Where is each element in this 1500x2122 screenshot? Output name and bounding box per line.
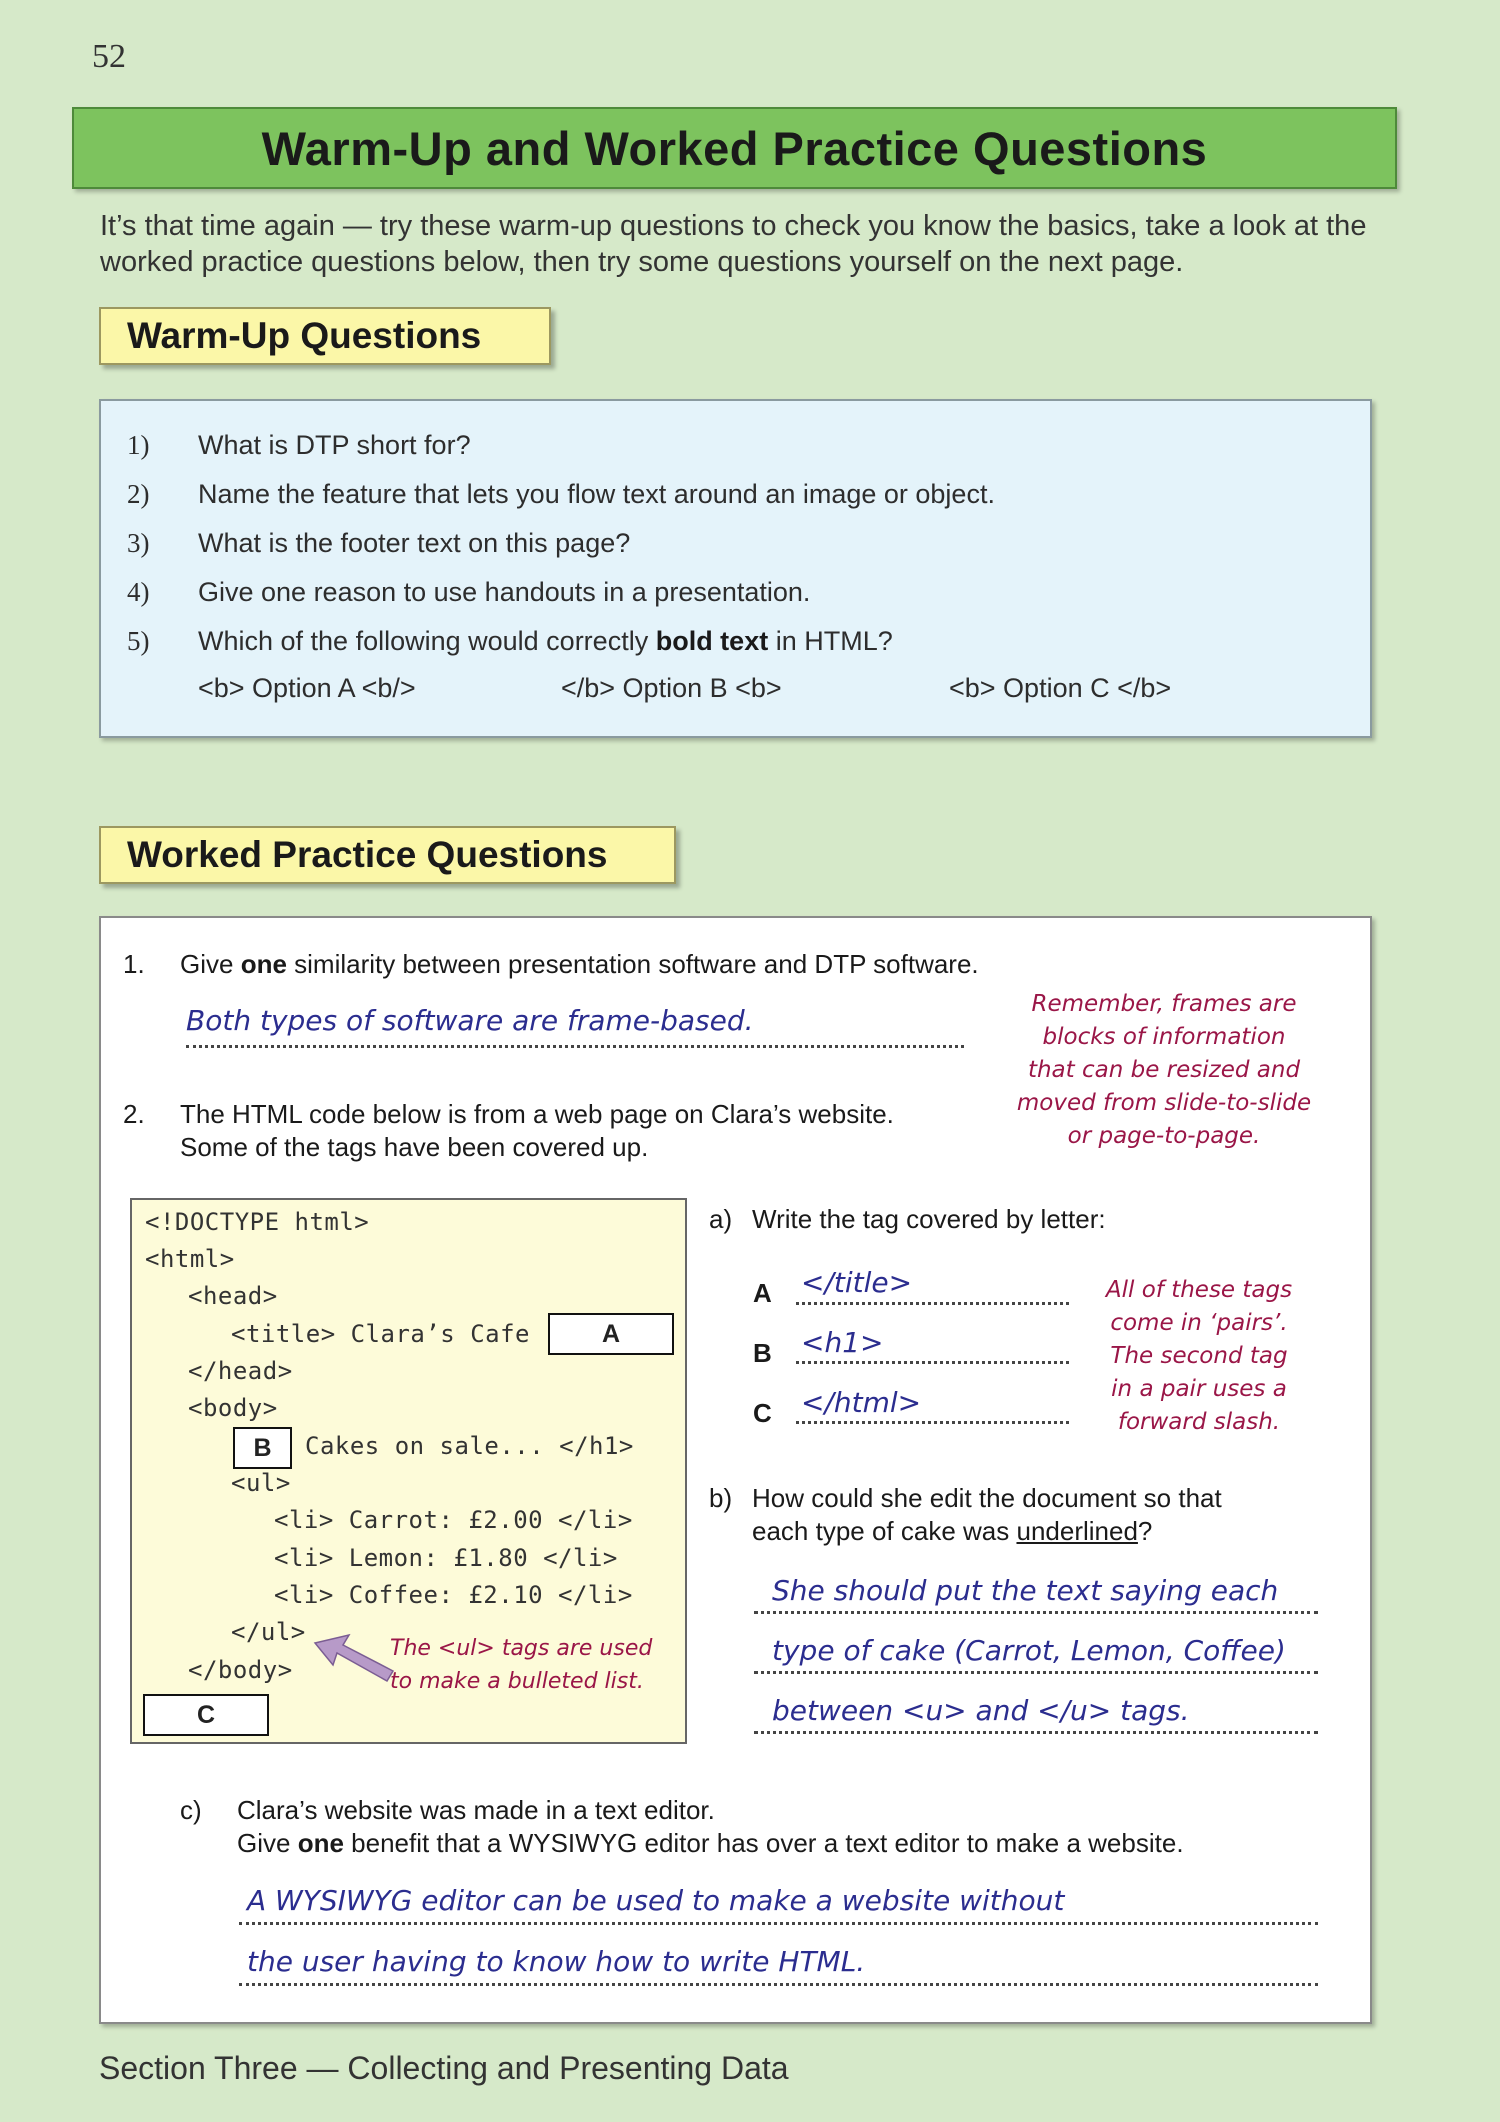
option-a: <b> Option A <b/> — [198, 673, 416, 703]
code-line: </head> — [188, 1357, 293, 1385]
question-text-part: ? — [1137, 1516, 1153, 1546]
section-footer: Section Three — Collecting and Presenting Data — [99, 2050, 789, 2086]
question-number: 4) — [127, 577, 150, 607]
answer-letter: A — [753, 1278, 772, 1308]
code-line: <li> Carrot: £2.00 </li> — [274, 1506, 633, 1534]
part-label: c) — [180, 1795, 202, 1825]
answer-line — [796, 1302, 1069, 1305]
answer-line — [186, 1045, 964, 1048]
answer-line — [754, 1671, 1318, 1674]
question-number: 3) — [127, 528, 150, 558]
code-line: </ul> — [231, 1618, 306, 1646]
q1-text-part: Give — [180, 949, 241, 979]
part-a-answer: </html> — [801, 1386, 922, 1419]
part-a-answer: <h1> — [801, 1326, 884, 1359]
part-label: a) — [709, 1204, 733, 1234]
part-label: b) — [709, 1483, 733, 1513]
worked-questions-box — [99, 916, 1372, 2024]
intro-text: It’s that time again — try these warm-up questions to check you know the basics, take a look at the worked practice questions below, then try some questions yourself on the next page. — [100, 210, 1367, 278]
code-line: Cakes on sale... </h1> — [305, 1432, 634, 1460]
q2-text-line1: The HTML code below is from a web page on Clara’s website. — [180, 1099, 894, 1129]
question-text: What is DTP short for? — [198, 430, 471, 460]
code-line: <ul> — [231, 1469, 291, 1497]
answer-letter: B — [753, 1338, 772, 1368]
question-number: 2. — [123, 1099, 145, 1129]
question-text: Give one reason to use handouts in a presentation. — [198, 577, 811, 607]
warmup-heading: Warm-Up Questions — [99, 307, 551, 365]
option-b: </b> Option B <b> — [561, 673, 782, 703]
note-line: to make a bulleted list. — [390, 1669, 644, 1694]
answer-line — [239, 1922, 1318, 1925]
worked-heading: Worked Practice Questions — [99, 826, 676, 884]
answer-line — [239, 1983, 1318, 1986]
part-b-question-line2 — [752, 1515, 1152, 1548]
code-line: <li> Lemon: £1.80 </li> — [274, 1544, 618, 1572]
part-a-question: Write the tag covered by letter: — [752, 1204, 1106, 1234]
question-text: Name the feature that lets you flow text around an image or object. — [198, 479, 995, 509]
note-line: blocks of information — [1042, 1024, 1286, 1050]
note-line: come in ‘pairs’. — [1110, 1310, 1288, 1336]
arrow-icon — [313, 1631, 395, 1685]
page-title: Warm-Up and Worked Practice Questions — [261, 121, 1208, 175]
code-line: <!DOCTYPE html> — [145, 1208, 370, 1236]
covered-tag-a: A — [548, 1313, 674, 1355]
q2-text-line2: Some of the tags have been covered up. — [180, 1132, 649, 1162]
note-line: moved from slide-to-slide — [1016, 1090, 1312, 1116]
part-c-question-line2 — [237, 1827, 1184, 1860]
covered-tag-b: B — [233, 1427, 292, 1469]
warmup-questions-box — [99, 399, 1372, 738]
q1-answer: Both types of software are frame-based. — [186, 1004, 754, 1037]
part-b-answer: She should put the text saying each — [772, 1574, 1279, 1607]
part-a-answer: </title> — [801, 1266, 913, 1299]
part-c-answer: A WYSIWYG editor can be used to make a website without — [247, 1884, 1065, 1917]
answer-line — [796, 1421, 1069, 1424]
code-line: <body> — [188, 1394, 278, 1422]
page-number: 52 — [92, 38, 126, 75]
q1-text-part: similarity between presentation software and DTP software. — [286, 949, 979, 979]
part-b-question-line1: How could she edit the document so that — [752, 1483, 1222, 1513]
html-code-box — [130, 1198, 687, 1744]
q1-bold: one — [240, 949, 287, 979]
question-text-part: Which of the following would correctly — [198, 626, 656, 656]
q1-margin-note — [1009, 988, 1319, 1153]
question-text: What is the footer text on this page? — [198, 528, 631, 558]
part-c-answer: the user having to know how to write HTML. — [247, 1945, 866, 1978]
note-line: All of these tags — [1105, 1277, 1293, 1303]
question-bold-text: one — [297, 1828, 344, 1858]
ul-arrow-note — [390, 1632, 680, 1698]
note-line: Remember, frames are — [1031, 991, 1297, 1017]
question-bold-text: bold text — [655, 626, 769, 656]
code-line: <head> — [188, 1282, 278, 1310]
question-number: 2) — [127, 479, 150, 509]
option-c: <b> Option C </b> — [949, 673, 1172, 703]
note-line: or page-to-page. — [1067, 1123, 1261, 1149]
part-b-answer: between <u> and </u> tags. — [772, 1694, 1190, 1727]
code-line: <title> Clara’s Cafe — [231, 1320, 530, 1348]
part-c-question-line1: Clara’s website was made in a text editor. — [237, 1795, 715, 1825]
question-text — [198, 626, 893, 657]
note-line: The <ul> tags are used — [390, 1636, 653, 1661]
part-a-margin-note — [1089, 1274, 1309, 1439]
answer-letter: C — [753, 1398, 772, 1428]
question-text-part: in HTML? — [768, 626, 893, 656]
question-number: 1) — [127, 430, 150, 460]
title-banner — [72, 107, 1397, 189]
note-line: forward slash. — [1117, 1409, 1281, 1435]
note-line: in a pair uses a — [1111, 1376, 1287, 1402]
question-text-part: Give — [237, 1828, 298, 1858]
part-b-answer: type of cake (Carrot, Lemon, Coffee) — [772, 1634, 1286, 1667]
question-text-part: benefit that a WYSIWYG editor has over a text editor to make a website. — [343, 1828, 1184, 1858]
q1-text — [180, 948, 979, 981]
question-text-part: each type of cake was — [752, 1516, 1017, 1546]
code-line: </body> — [188, 1656, 293, 1684]
covered-tag-c: C — [143, 1694, 269, 1736]
question-number: 5) — [127, 626, 150, 656]
answer-line — [796, 1361, 1069, 1364]
code-line: <html> — [145, 1245, 235, 1273]
answer-line — [754, 1611, 1318, 1614]
answer-line — [754, 1731, 1318, 1734]
code-line: <li> Coffee: £2.10 </li> — [274, 1581, 633, 1609]
underlined-word: underlined — [1016, 1516, 1138, 1546]
note-line: The second tag — [1110, 1343, 1288, 1369]
note-line: that can be resized and — [1027, 1057, 1301, 1083]
question-number: 1. — [123, 949, 145, 979]
